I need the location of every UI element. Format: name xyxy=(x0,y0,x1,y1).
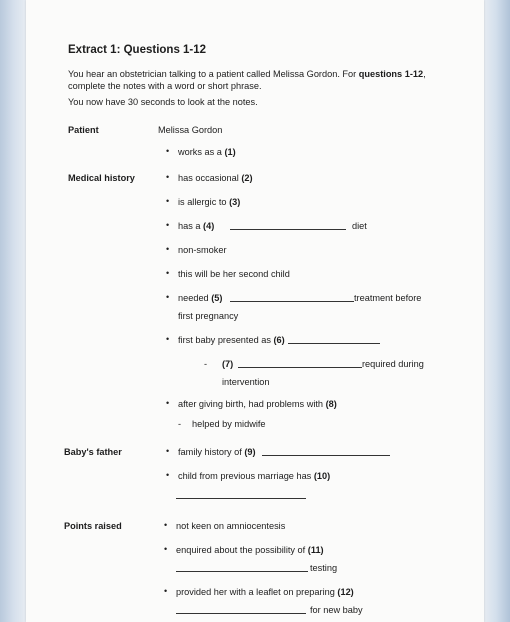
item-problems: after giving birth, had problems with (8) xyxy=(178,399,337,409)
answer-line-6[interactable] xyxy=(288,343,380,344)
item-leaflet-cont: for new baby xyxy=(310,605,363,615)
answer-line-5[interactable] xyxy=(230,301,354,302)
item-leaflet: provided her with a leaflet on preparing (12) xyxy=(176,587,354,597)
answer-line-12[interactable] xyxy=(176,613,306,614)
item-nonsmoker: non-smoker xyxy=(178,245,227,255)
bullet: • xyxy=(166,446,170,456)
bullet: • xyxy=(166,196,170,206)
item-midwife: helped by midwife xyxy=(192,419,266,429)
answer-line-7[interactable] xyxy=(238,367,362,368)
item-needed-cont: first pregnancy xyxy=(178,311,239,321)
dash: - xyxy=(204,359,208,369)
intro-line-1: You hear an obstetrician talking to a patient called Melissa Gordon. For questions 1-12, xyxy=(68,69,426,79)
item-previous: child from previous marriage has (10) xyxy=(178,471,331,481)
answer-line-4[interactable] xyxy=(230,229,346,230)
bullet: • xyxy=(166,292,170,302)
bullet: • xyxy=(166,268,170,278)
answer-line-10[interactable] xyxy=(176,498,306,499)
dash: - xyxy=(178,419,182,429)
item-second-child: this will be her second child xyxy=(178,269,290,279)
bullet: • xyxy=(164,544,168,554)
intro-line-3: You now have 30 seconds to look at the notes. xyxy=(68,97,258,107)
item-presented: first baby presented as (6) xyxy=(178,335,285,345)
item-seven-post: required during xyxy=(362,359,424,369)
item-needed-post: treatment before xyxy=(354,293,422,303)
item-enquired-cont: testing xyxy=(310,563,338,573)
section-medical-history: Medical history xyxy=(68,173,135,183)
item-allergic: is allergic to (3) xyxy=(178,197,241,207)
bullet: • xyxy=(166,244,170,254)
item-diet: has a (4) xyxy=(178,221,215,231)
item-seven-cont: intervention xyxy=(222,377,270,387)
patient-name: Melissa Gordon xyxy=(158,125,223,135)
item-diet-post: diet xyxy=(352,221,367,231)
bullet: • xyxy=(164,520,168,530)
item-amnio: not keen on amniocentesis xyxy=(176,521,286,531)
item-family: family history of (9) xyxy=(178,447,256,457)
worksheet-page xyxy=(26,0,484,622)
bullet: • xyxy=(166,146,170,156)
section-babys-father: Baby's father xyxy=(64,447,122,457)
bullet: • xyxy=(164,586,168,596)
bullet: • xyxy=(166,220,170,230)
bullet: • xyxy=(166,470,170,480)
item-needed: needed (5) xyxy=(178,293,223,303)
intro-line-2: complete the notes with a word or short phrase. xyxy=(68,81,262,91)
section-points-raised: Points raised xyxy=(64,521,122,531)
bullet: • xyxy=(166,334,170,344)
item-occasional: has occasional (2) xyxy=(178,173,253,183)
item-seven-num: (7) xyxy=(222,359,234,369)
page-title: Extract 1: Questions 1-12 xyxy=(68,44,207,56)
bullet: • xyxy=(166,172,170,182)
item-enquired: enquired about the possibility of (11) xyxy=(176,545,324,555)
answer-line-11[interactable] xyxy=(176,571,308,572)
section-patient: Patient xyxy=(68,125,99,135)
answer-line-9[interactable] xyxy=(262,455,390,456)
item-works: works as a (1) xyxy=(178,147,236,157)
bullet: • xyxy=(166,398,170,408)
